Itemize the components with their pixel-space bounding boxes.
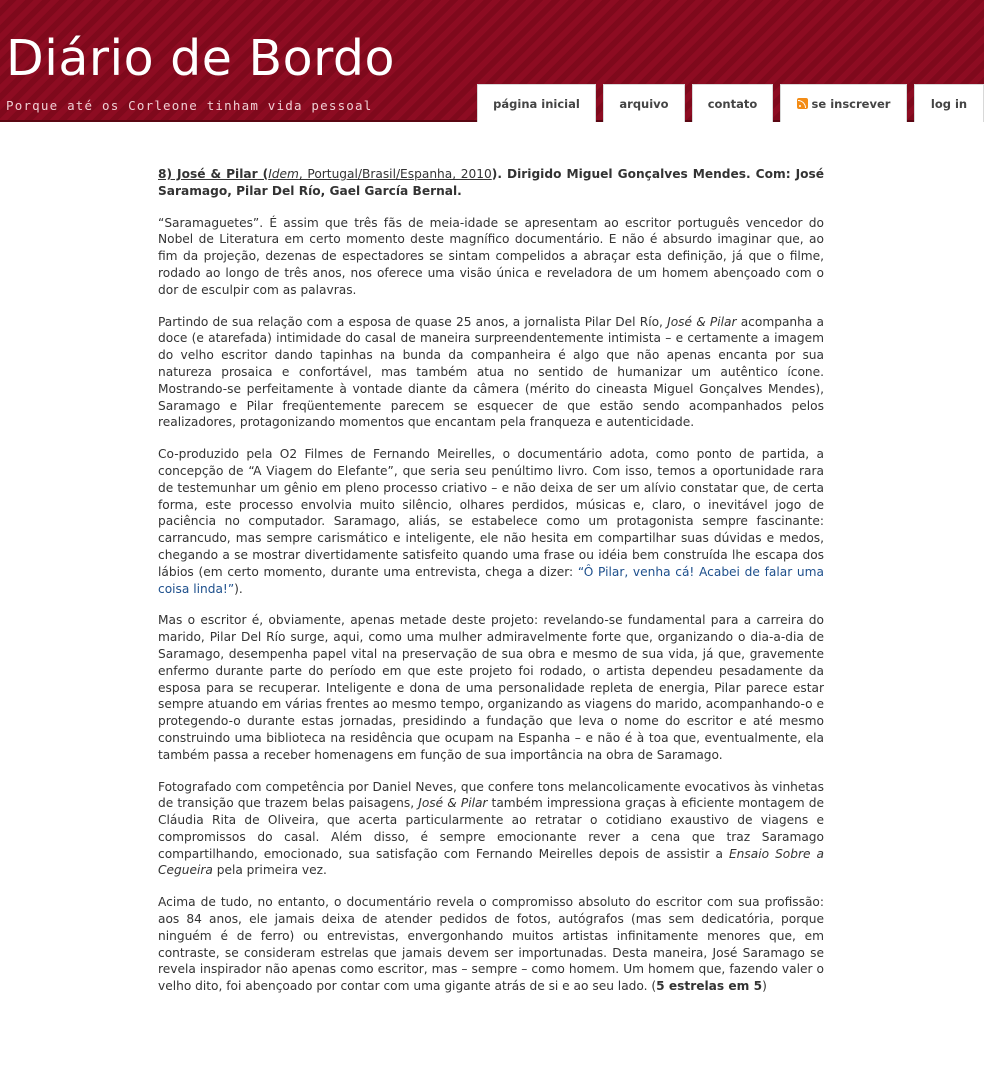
film-origin[interactable]: , Portugal/Brasil/Espanha, 2010	[298, 167, 492, 181]
paragraph-text: acompanha a doce (e atarefada) intimidade do casal de maneira surpreendentemente intimista – e certamente a imagem do velho escritor dando tapinhas na bunda da companheira é algo que não apenas encanta por sua natureza prosaica e confortável, mas também atua no sentido de humanizar um autêntico ícone. Mostrando-se perfeitamente à vontade diante da câmera (mérito do cineasta Miguel Gonçalves Mendes), Saramago e Pilar freqüentemente parecem se esquecer de que estão sendo acompanhados pelos realizadores, protagonizando momentos que encantam pela franqueza e autenticidade.	[158, 314, 824, 430]
review-paragraph-1: “Saramaguetes”. É assim que três fãs de meia-idade se apresentam ao escritor português vencedor do Nobel de Literatura em certo momento deste magnífico documentário. E não é absurdo imaginar que, ao fim da projeção, dezenas de espectadores se sintam compelidos a abraçar esta definição, já que o filme, rodado ao longo de três anos, nos oferece uma visão única e reveladora de um homem abençoado com o dor de esculpir com as palavras.	[158, 215, 824, 297]
paragraph-text: Partindo de sua relação com a esposa de quase 25 anos, a jornalista Pilar Del Río,	[158, 314, 668, 329]
tab-contact[interactable]	[692, 84, 773, 122]
film-title-italic: José & Pilar	[418, 796, 488, 811]
review-paragraph-6	[158, 894, 824, 995]
film-title-italic: José & Pilar	[667, 314, 737, 329]
review-heading	[158, 166, 824, 200]
site-tagline: Porque até os Corleone tinham vida pessoal	[6, 98, 373, 113]
quote-text: “Ô Pilar, venha cá! Acabei de falar uma coisa linda!”	[158, 564, 824, 596]
film-credits: ). Dirigido Miguel Gonçalves Mendes. Com: José Saramago, Pilar Del Río, Gael García Bernal.	[158, 167, 824, 198]
film-title-italic: Ensaio Sobre a Cegueira	[158, 846, 824, 878]
tab-subscribe-label: se inscrever	[811, 96, 891, 111]
heading-open-paren: (	[257, 167, 269, 181]
review-paragraph-3	[158, 446, 824, 597]
tab-home[interactable]	[477, 84, 596, 122]
tab-login[interactable]	[914, 84, 984, 122]
review-article	[158, 166, 824, 1010]
rating: 5 estrelas em 5	[656, 979, 763, 994]
main-nav	[0, 84, 984, 122]
paragraph-text: pela primeira vez.	[212, 863, 327, 878]
review-paragraph-4: Mas o escritor é, obviamente, apenas metade deste projeto: revelando-se fundamental para a carreira do marido, Pilar Del Río surge, aqui, como uma mulher admiravelmente forte que, organizando o dia-a-dia de Saramago, desempenha papel vital na preservação de sua obra e mesmo de sua vida, já que, gravemente enfermo durante parte do período em que este projeto foi rodado, o artista dependeu pesadamente da esposa para se recuperar. Inteligente e dona de uma personalidade repleta de energia, Pilar parece estar sempre atuando em várias frentes ao mesmo tempo, organizando as viagens do marido, acompanhando-o e protegendo-o durante estas jornadas, presidindo a fundação que leva o nome do escritor e até mesmo construindo uma biblioteca na residência que ocupam na Espanha – e não é à toa que, eventualmente, ela também passa a receber homenagens em função de sua importância na obra de Saramago.	[158, 613, 824, 762]
original-title[interactable]: Idem	[268, 167, 299, 181]
tab-subscribe[interactable]	[780, 84, 907, 122]
paragraph-text: ).	[234, 581, 243, 596]
rss-icon	[797, 98, 808, 109]
tab-home-label: página inicial	[493, 96, 580, 111]
review-paragraph-2	[158, 314, 824, 432]
tab-login-label: log in	[930, 96, 968, 111]
paragraph-text: também impressiona graças à eficiente montagem de Cláudia Rita de Oliveira, que acerta particularmente ao retratar o cotidiano exaustivo de viagens e compromissos do casal. Além disso, é sempre emocionante rever a cena que traz Saramago compartilhando, emocionado, sua satisfação com Fernando Meirelles depois de assistir a	[158, 796, 824, 861]
tab-contact-label: contato	[707, 96, 758, 111]
paragraph-text: Fotografado com competência por Daniel Neves, que confere tons melancolicamente evocativos às vinhetas de transição que trazem belas paisagens,	[158, 779, 824, 811]
paragraph-text: Co-produzido pela O2 Filmes de Fernando Meirelles, o documentário adota, como ponto de partida, a concepção de “A Viagem do Elefante”, que seria seu penúltimo livro. Com isso, temos a oportunidade rara de testemunhar um gênio em pleno processo criativo – e não deixa de ser um alívio constatar que, de certa forma, este processo envolvia muito silêncio, olhares perdidos, músicas e, claro, o inevitável jogo de paciência no computador. Saramago, aliás, se estabelece como um protagonista sempre fascinante: carrancudo, mas sempre carismático e inteligente, ele não hesita em compartilhar suas dúvidas e medos, chegando a se mostrar divertidamente satisfeito quando uma frase ou idéia bem construída lhe escapa dos lábios (em certo momento, durante uma entrevista, chega a dizer:	[158, 447, 824, 579]
site-header	[0, 0, 984, 122]
review-title[interactable]: 8) José & Pilar	[158, 167, 258, 181]
site-title[interactable]: Diário de Bordo	[6, 30, 395, 87]
paragraph-text: Acima de tudo, no entanto, o documentário revela o compromisso absoluto do escritor com sua profissão: aos 84 anos, ele jamais deixa de atender pedidos de fotos, autógrafos (mas sem dedicatória, porque ninguém é de ferro) ou entrevistas, envergonhando muitos artistas infinitamente menores que, em contraste, se consideram estrelas que jamais devem ser importunadas. Desta maneira, José Saramago se revela inspirador não apenas como escritor, mas – sempre – como homem. Um homem que, fazendo valer o velho dito, foi abençoado por contar com uma gigante atrás de si e ao seu lado. (	[158, 895, 824, 994]
paragraph-text: )	[762, 979, 767, 994]
tab-archive-label: arquivo	[619, 96, 669, 111]
review-paragraph-5	[158, 779, 824, 880]
tab-archive[interactable]	[603, 84, 685, 122]
